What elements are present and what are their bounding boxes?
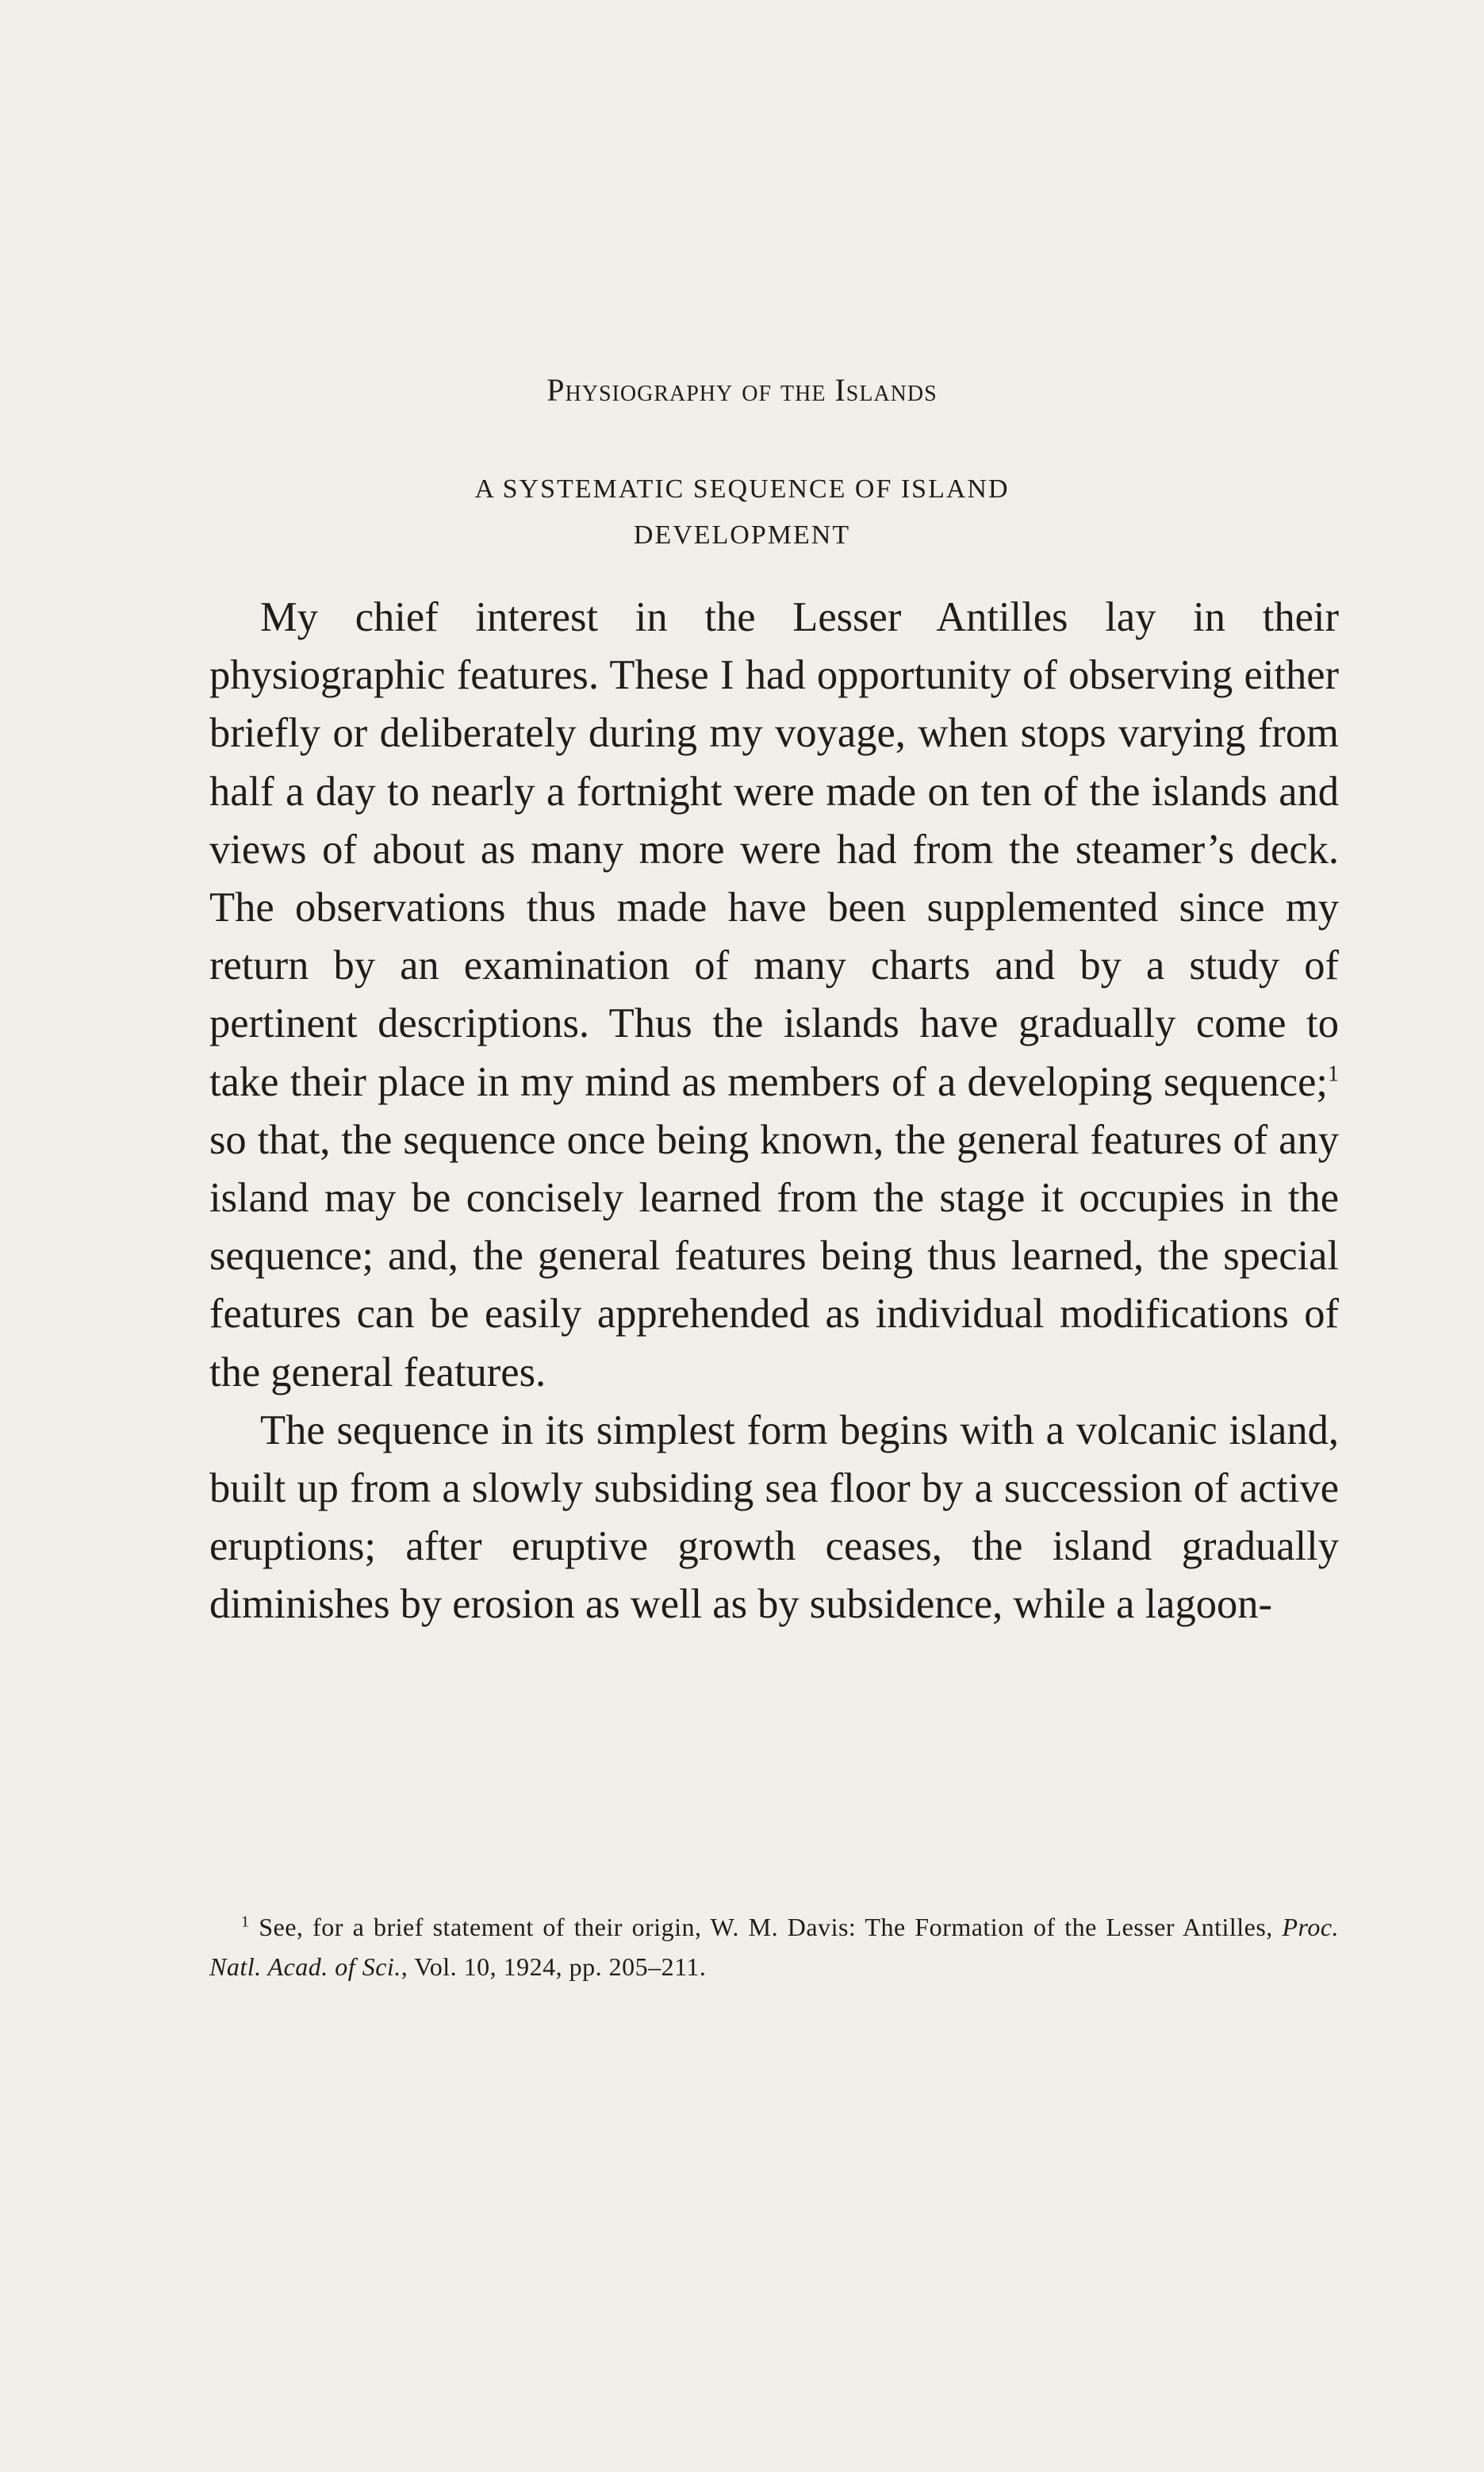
footnote: [209, 1907, 1339, 1986]
footnote-reference: 1: [1328, 1061, 1339, 1087]
paragraph-1-text-after-note: so that, the sequence once being known, the general features of any island may be concisely learned from the stage it occupies in the sequence; and, the general features being thus learned, the special features can be easily apprehended as individual modifications of the general features.: [209, 1116, 1339, 1395]
section-heading-line-1: A SYSTEMATIC SEQUENCE OF ISLAND: [474, 474, 1010, 504]
footnote-journal: Proc. Natl. Acad. of Sci.: [209, 1913, 1340, 1981]
running-head: Physiography of the Islands: [546, 372, 938, 408]
paragraph-1: [209, 589, 1339, 1402]
footnote-text-end: , Vol. 10, 1924, pp. 205–211.: [401, 1952, 707, 1981]
body-text: [209, 589, 1339, 1634]
section-heading-line-2: DEVELOPMENT: [633, 520, 851, 550]
footnote-text-start: See, for a brief statement of their origin, W. M. Davis: The Formation of the Lesser Antilles,: [259, 1913, 1283, 1941]
paragraph-2: The sequence in its simplest form begins with a volcanic island, built up from a slowly subsiding sea floor by a succession of active eruptions; after eruptive growth ceases, the island gradually diminishes by erosion as well as by subsidence, while a lagoon-: [209, 1407, 1339, 1628]
section-heading: [0, 466, 1484, 559]
footnote-marker: 1: [241, 1913, 250, 1931]
paragraph-1-text-before-note: My chief interest in the Lesser Antilles lay in their physiographic features. These I had opportunity of observing either briefly or deliberately during my voyage, when stops varying from half a day to nearly a fortnight were made on ten of the islands and views of about as many more were had from the steamer’s deck. The observations thus made have been supplemented since my return by an examination of many charts and by a study of pertinent descriptions. Thus the islands have gradually come to take their place in my mind as members of a developing sequence;: [209, 594, 1339, 1105]
